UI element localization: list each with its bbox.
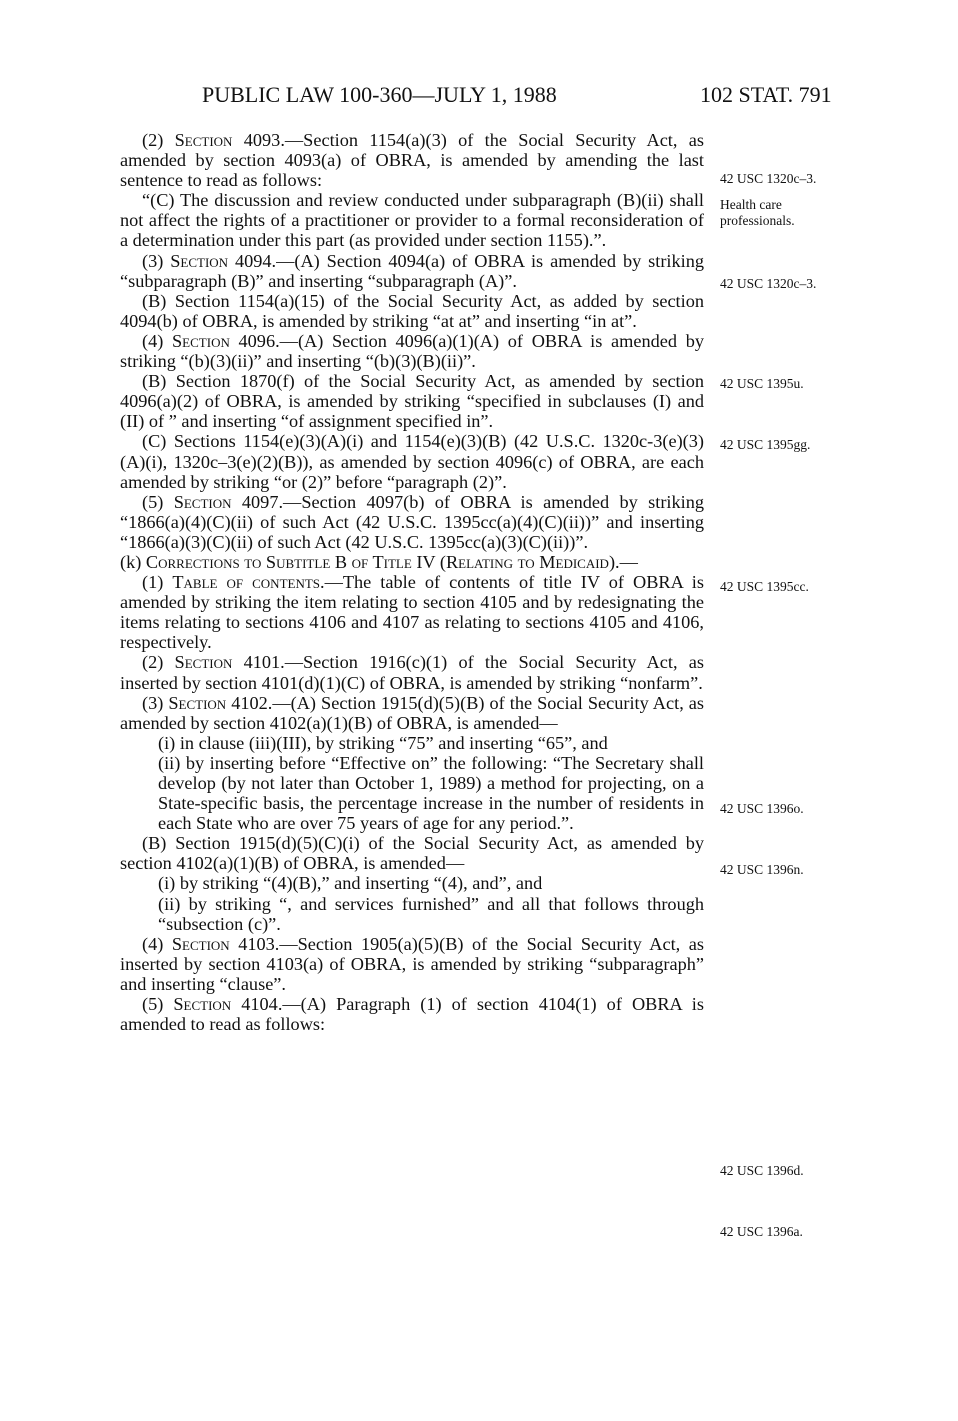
paragraph-text: (5) [142,994,174,1015]
paragraph-text: —(A) Section 4096(a)(1)(A) of OBRA is amended by striking “(b)(3)(ii)” and inserting “(b)(3)(B)(ii)”. [120,330,704,372]
section-caption: Section 4104. [173,994,283,1015]
margin-note-topic: Health care professionals. [720,197,795,228]
paragraph-text: (3) [142,692,169,713]
paragraph-text: (ii) by inserting before “Effective on” the following: “The Secretary shall develop (by not later than October 1, 1989) a method for projecting, on a State-specific basis, the percentage increase in the number of residents in each State who are over 75 years of age for any period.”. [158,752,704,834]
paragraph-text: (k) [120,551,146,572]
body-paragraph [158,733,704,753]
main-text-column [120,130,704,1034]
paragraph-text: —(A) Section 1915(d)(5)(B) of the Social Security Act, as amended by section 4102(a)(1)(B) of OBRA, is amended— [120,692,705,733]
body-paragraph [120,833,704,873]
body-paragraph [120,934,704,994]
paragraph-text: —Section 1154(a)(3) of the Social Security Act, as amended by section 4093(a) of OBRA, is amended by amending the last sentence to read as follows: [120,130,704,191]
section-caption: Section 4102. [168,692,273,713]
paragraph-text: (4) [142,933,172,954]
body-paragraph [120,652,704,692]
margin-note-citation: 42 USC 1396o. [720,801,804,816]
paragraph-text: — [619,551,638,572]
paragraph-text: —Section 1905(a)(5)(B) of the Social Security Act, as inserted by section 4103(a) of OBRA, is amended by striking “subparagraph” and inserting “clause”. [120,933,704,994]
body-paragraph [120,693,704,733]
section-caption: Corrections to Subtitle B of Title IV (Relating to Medicaid). [145,551,620,572]
body-paragraph [120,431,704,491]
section-caption: Section 4101. [174,652,285,673]
paragraph-text: (ii) by striking “, and services furnished” and all that follows through “subsection (c)”. [158,893,704,934]
section-caption: Section 4094. [170,250,277,271]
margin-note-citation: 42 USC 1395u. [720,376,804,391]
body-paragraph [120,291,704,331]
section-caption: Section 4093. [174,130,285,150]
body-paragraph [120,190,704,250]
margin-note-citation: 42 USC 1395cc. [720,579,809,594]
paragraph-text: —(A) Section 4094(a) of OBRA is amended by striking “subparagraph (B)” and inserting “subparagraph (A)”. [120,250,705,291]
body-paragraph [120,371,704,431]
body-paragraph [120,331,704,371]
paragraph-text: “(C) The discussion and review conducted under subparagraph (B)(ii) shall not affect the rights of a practitioner or provider to a formal reconsideration of a determination under this part (as provided under section 1155).”. [120,190,704,251]
body-paragraph [120,572,704,652]
margin-note-citation: 42 USC 1396n. [720,862,804,877]
paragraph-text: —The table of contents of title IV of OBRA is amended by striking the item relating to section 4105 and by redesignating the items relating to sections 4106 and 4107 as relating to sections 4105 and 4106, respectively. [120,572,704,653]
margin-note-citation: 42 USC 1395gg. [720,437,811,452]
paragraph-text: (2) [142,130,175,150]
paragraph-text: —Section 1916(c)(1) of the Social Security Act, as inserted by section 4101(d)(1)(C) of OBRA, is amended by striking “nonfarm”. [120,652,704,693]
subsection-heading [104,552,704,572]
paragraph-text: (B) Section 1154(a)(15) of the Social Security Act, as added by section 4094(b) of OBRA, is amended by striking “at at” and inserting “in at”. [120,290,704,331]
paragraph-text: (i) by striking “(4)(B),” and inserting “(4), and”, and [158,873,543,894]
paragraph-text: (1) [142,572,173,593]
margin-note-citation: 42 USC 1320c–3. [720,171,817,186]
running-head-title: PUBLIC LAW 100-360—JULY 1, 1988 [202,82,557,107]
section-caption: Section 4096. [172,330,280,351]
section-caption: Table of contents. [172,572,325,593]
paragraph-text: (4) [142,330,173,351]
paragraph-text: (B) Section 1870(f) of the Social Security Act, as amended by section 4096(a)(2) of OBRA, is amended by striking “specified in subclauses (I) and (II) of ” and inserting “of assignment specified in”. [120,371,704,432]
page-header [0,82,958,112]
body-paragraph [158,753,704,833]
paragraph-text: —(A) Paragraph (1) of section 4104(1) of OBRA is amended to read as follows: [120,994,704,1035]
section-caption: Section 4097. [173,491,284,512]
body-paragraph [158,894,704,934]
margin-note-citation: 42 USC 1396a. [720,1224,803,1239]
body-paragraph [120,251,704,291]
paragraph-text: —Section 4097(b) of OBRA is amended by striking “1866(a)(4)(C)(ii) of such Act (42 U.S.C. 1395cc(a)(4)(C)(ii))” and inserting “1866(a)(3)(C)(ii) of such Act (42 U.S.C. 1395cc(a)(3)(C)(ii))”. [120,491,705,552]
body-paragraph [120,130,704,190]
statute-page-number: 102 STAT. 791 [700,82,832,107]
paragraph-text: (3) [142,250,171,271]
body-paragraph [158,873,704,893]
paragraph-text: (5) [142,491,174,512]
margin-note-citation: 42 USC 1320c–3. [720,276,817,291]
margin-note-citation: 42 USC 1396d. [720,1163,804,1178]
paragraph-text: (B) Section 1915(d)(5)(C)(i) of the Social Security Act, as amended by section 4102(a)(1)(B) of OBRA, is amended— [120,833,704,874]
body-paragraph [120,492,704,552]
section-caption: Section 4103. [171,933,280,954]
body-paragraph [120,994,704,1034]
paragraph-text: (C) Sections 1154(e)(3)(A)(i) and 1154(e)(3)(B) (42 U.S.C. 1320c‑3(e)(3)(A)(i), 1320c–3(e)(2)(B)), as amended by section 4096(c) of OBRA, are each amended by striking “or (2)” before “paragraph (2)”. [120,431,704,492]
paragraph-text: (2) [142,652,175,673]
paragraph-text: (i) in clause (iii)(III), by striking “75” and inserting “65”, and [158,732,608,753]
